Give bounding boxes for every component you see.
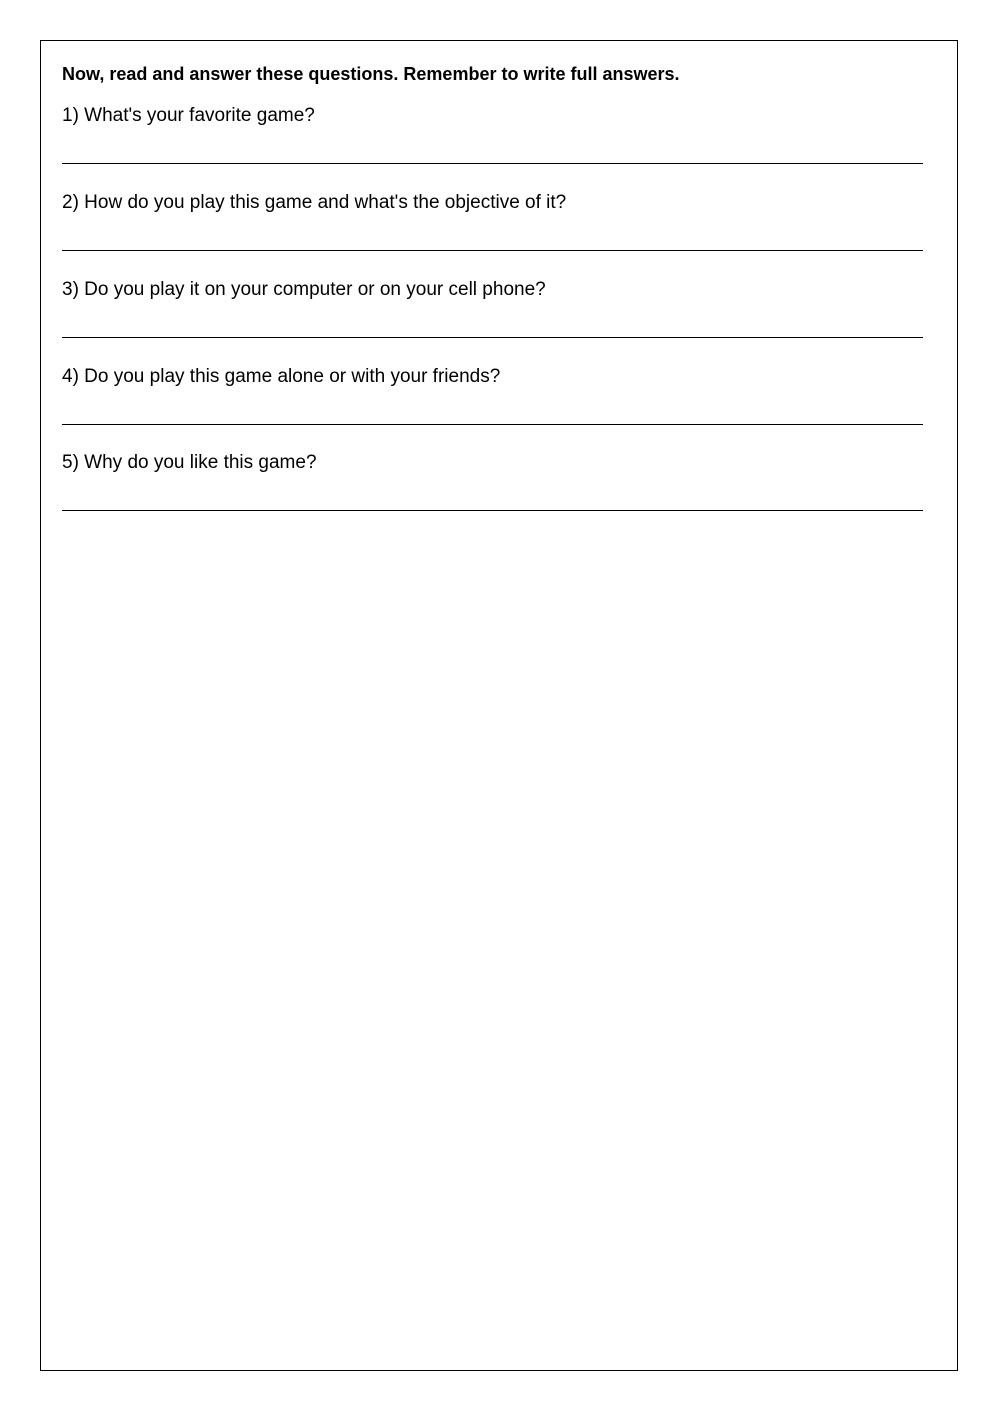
question-text-2: 2) How do you play this game and what's the objective of it? xyxy=(62,192,567,213)
question-item-1 xyxy=(62,105,923,127)
question-text-3: 3) Do you play it on your computer or on your cell phone? xyxy=(62,279,546,300)
answer-line-5[interactable] xyxy=(62,510,923,511)
answer-line-4[interactable] xyxy=(62,424,923,425)
worksheet-page xyxy=(40,40,958,1371)
question-item-3 xyxy=(62,279,923,301)
question-item-4 xyxy=(62,366,923,388)
question-text-1: 1) What's your favorite game? xyxy=(62,105,315,126)
answer-line-3[interactable] xyxy=(62,337,923,338)
question-text-4: 4) Do you play this game alone or with your friends? xyxy=(62,366,501,387)
question-item-2 xyxy=(62,192,923,214)
question-text-5: 5) Why do you like this game? xyxy=(62,452,317,473)
answer-line-1[interactable] xyxy=(62,163,923,164)
instructions-heading: Now, read and answer these questions. Remember to write full answers. xyxy=(62,64,680,84)
answer-line-2[interactable] xyxy=(62,250,923,251)
question-item-5 xyxy=(62,452,923,474)
